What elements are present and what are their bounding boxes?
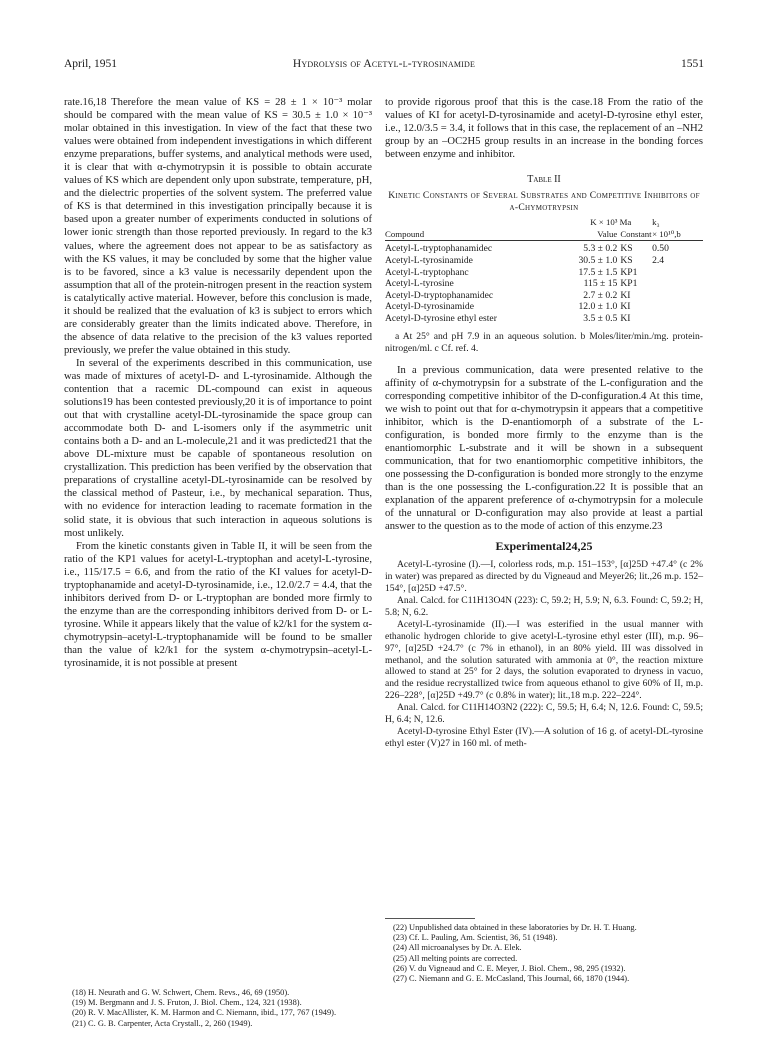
body-paragraph: rate.16,18 Therefore the mean value of KS = 28 ± 1 × 10⁻³ molar should be compared with the mean value of KS = 30.5 ± 1.0 × 10⁻³ molar obtained in this investigation. In view of the fact that these two values were obtained from independent investigations in which different enzyme preparations, buffer systems, and analytical methods were used, it is clear that with α-chymotrypsin it is possible to obtain accurate values of KS which are dependent only upon substrate, temperature, pH, and the dielectric properties of the solvent system. The preferred value of KS is that determined in this investigation principally because it is based upon a greater number of experiments conducted in solutions of lower ionic strength than those reported previously. In regard to the k3 values, where the agreement does not appear to be as satisfactory as with the KS values, it may be concluded by some that the higher value is to be favored, since a k3 value is necessarily dependent upon the assumption that all of the protein-nitrogen present in the reaction system is catalytically active material. However, before this conclusion is made, it should be realized that the evaluation of k3 is subject to errors which are considerably greater than the limits indicated above. Therefore, in the absence of data relative to the precision of the k3 values reported previously, we prefer the value obtained in this study. xyxy=(64,97,372,356)
body-paragraph: From the kinetic constants given in Table II, it will be seen from the ratio of the KP1 values for acetyl-L-tryptophan and acetyl-L-tyrosine, i.e., 115/17.5 = 6.6, and from the ratio of the KI values for acetyl-D-tryptophanamide and acetyl-D-tyrosinamide, i.e., 12.0/2.7 = 4.4, that the inhibitors derived from D- or L-tryptophan are bonded more firmly to the enzyme than are the corresponding inhibitors derived from D- or L-tyrosine. While it appears likely that the value of k2/k1 for the system α-chymotrypsin–acetyl-L-tryptophanamide will be found to be smaller than the value of k2/k1 for the system α-chymotrypsin–acetyl-L-tyrosinamide, it is not possible at present xyxy=(64,540,372,670)
footnote: (18) H. Neurath and G. W. Schwert, Chem. Revs., 46, 69 (1950). xyxy=(72,988,290,997)
table-row xyxy=(385,243,703,255)
footnote: (26) V. du Vigneaud and C. E. Meyer, J. Biol. Chem., 98, 295 (1932). xyxy=(393,963,626,973)
table-row xyxy=(385,301,703,313)
experimental-heading: Experimental24,25 xyxy=(495,539,593,554)
footnote-rule xyxy=(385,918,475,919)
footnote: (21) C. G. B. Carpenter, Acta Crystall., 2, 260 (1949). xyxy=(72,1018,253,1028)
table-header-cell: k₃ xyxy=(652,217,660,228)
table-cell: Acetyl-L-tyrosine xyxy=(385,278,454,290)
table-cell: 2.7 ± 0.2 xyxy=(583,289,618,301)
footnote: (27) C. Niemann and G. E. McCasland, This Journal, 66, 1870 (1944). xyxy=(393,974,630,984)
table-header-cell: Value xyxy=(597,228,618,239)
table-cell: 115 ± 15 xyxy=(583,278,618,290)
right-footnotes xyxy=(385,912,703,984)
table-cell: 5.3 ± 0.2 xyxy=(583,243,618,255)
body-paragraph: In a previous communication, data were presented relative to the affinity of α-chymotrypsin for a substrate of the L-configuration and the corresponding competitive inhibitor of the D-configuration.4 At this time, we wish to point out that for α-chymotrypsin it appears that a competitive inhibitor, which is the D-enantiomorph of a substrate of the L-configuration, is bonded more firmly to the enzyme than is the enantiomorphic L-substrate and it will be shown in a subsequent communication, that for two enantiomorphic competitive inhibitors, the one possessing the D-configuration is bonded more strongly to the enzyme than is the one possessing the L-configuration.22 It is possible that an explanation of the apparent preference of α-chymotrypsin for a molecule of the unnatural or D-configuration may also provide at least a partial answer to the question as to the mode of action of this enzyme.23 xyxy=(385,364,703,533)
table-cell: 0.50 xyxy=(652,243,669,255)
footnote: (22) Unpublished data obtained in these laboratories by Dr. H. T. Huang. xyxy=(393,923,637,932)
table-cell xyxy=(652,278,703,290)
experimental-paragraph: Acetyl-L-tyrosinamide (II).—I was esterified in the usual manner with ethanolic hydrogen chloride to give acetyl-L-tyrosine ethyl ester (III), m.p. 96–97°, [α]25D +24.7° (c 7% in ethanol), in an 80% yield. III was dissolved in methanol, and the solution saturated with ammonia at 0°, the reaction mixture allowed to stand at 25° for 2 days, the solution evaporated to dryness in vacuo, and the residue recrystallized twice from aqueous ethanol to give 60% of II, m.p. 226–228°, [α]25D +49.7° (c 0.8% in water); lit.,18 m.p. 222–224°. xyxy=(385,618,703,702)
left-column xyxy=(64,96,372,670)
table-header-cell: Constant xyxy=(620,228,652,239)
table-cell: KS xyxy=(620,243,633,255)
table-caption: Kinetic Constants of Several Substrates and Competitive Inhibitors of α-Chymotrypsin xyxy=(388,190,700,214)
kinetic-constants-table xyxy=(385,217,703,324)
table-cell: Acetyl-L-tyrosinamide xyxy=(385,255,473,267)
table-label: Table II xyxy=(527,174,561,186)
table-header-cell xyxy=(385,217,569,229)
table-cell: KI xyxy=(620,313,631,325)
footnote: (20) R. V. MacAllister, K. M. Harmon and C. Niemann, ibid., 177, 767 (1949). xyxy=(72,1008,337,1018)
table-cell: 2.4 xyxy=(652,255,665,267)
experimental-paragraph: Anal. Calcd. for C11H14O3N2 (222): C, 59.5; H, 6.4; N, 12.6. Found: C, 59.5; H, 6.4; N, 12.6. xyxy=(385,702,703,726)
table-cell: 3.5 ± 0.5 xyxy=(583,313,618,325)
table-row xyxy=(385,267,703,279)
page-number: 1551 xyxy=(681,58,704,70)
table-cell: 12.0 ± 1.0 xyxy=(578,301,618,313)
table-cell: Acetyl-L-tryptophanc xyxy=(385,266,469,278)
table-header-cell: × 10¹⁰,b xyxy=(652,228,681,239)
table-cell xyxy=(652,290,703,302)
right-column xyxy=(385,96,703,750)
table-cell: KI xyxy=(620,301,631,313)
footnote: (24) All microanalyses by Dr. A. Elek. xyxy=(393,943,522,953)
header-title: Hydrolysis of Acetyl-l-tyrosinamide xyxy=(292,58,476,70)
table-header-cell: K × 10³ Ma xyxy=(590,217,632,228)
table-cell: KS xyxy=(620,255,633,267)
table-row xyxy=(385,278,703,290)
experimental-paragraph: Anal. Calcd. for C11H13O4N (223): C, 59.2; H, 5.9; N, 6.3. Found: C, 59.2; H, 5.8; N, 6.2. xyxy=(385,595,703,618)
table-cell: Acetyl-D-tyrosinamide xyxy=(385,301,474,313)
experimental-section xyxy=(385,559,703,750)
running-header xyxy=(64,58,704,74)
experimental-paragraph: Acetyl-D-tyrosine Ethyl Ester (IV).—A solution of 16 g. of acetyl-DL-tyrosine ethyl ester (V)27 in 160 ml. of meth- xyxy=(385,725,703,749)
table-header-row xyxy=(385,217,703,229)
table-row xyxy=(385,313,703,325)
table-footnote: a At 25° and pH 7.9 in an aqueous solution. b Moles/liter/min./mg. protein-nitrogen/ml. c Cf. ref. 4. xyxy=(385,330,703,354)
table-cell: KP1 xyxy=(620,266,638,278)
body-paragraph: to provide rigorous proof that this is the case.18 From the ratio of the values of KI for acetyl-D-tyrosinamide and acetyl-D-tyrosine ethyl ester, i.e., 12.0/3.5 = 3.4, it follows that in this case, the replacement of an –NH2 group by an –OC2H5 group results in an increase in the bonding forces between enzyme and inhibitor. xyxy=(385,97,703,161)
table-cell: Acetyl-D-tyrosine ethyl ester xyxy=(385,313,497,325)
table-row xyxy=(385,290,703,302)
table-header-cell: Compound xyxy=(385,228,425,239)
table-cell: 17.5 ± 1.5 xyxy=(578,266,618,278)
header-date: April, 1951 xyxy=(64,58,118,70)
table-cell: KP1 xyxy=(620,278,638,290)
left-footnotes xyxy=(64,988,372,1029)
table-cell xyxy=(652,301,703,313)
table-cell: 30.5 ± 1.0 xyxy=(578,255,618,267)
footnote: (25) All melting points are corrected. xyxy=(393,953,518,963)
table-cell: Acetyl-D-tryptophanamidec xyxy=(385,289,494,301)
table-header-row xyxy=(385,229,703,241)
experimental-paragraph: Acetyl-L-tyrosine (I).—I, colorless rods, m.p. 151–153°, [α]25D +47.4° (c 2% in water) was prepared as directed by du Vigneaud and Meyer26; lit.,26 m.p. 152–154°, [α]25D +47.5°. xyxy=(385,559,703,595)
table-cell: KI xyxy=(620,289,631,301)
table-cell xyxy=(652,267,703,279)
table-row xyxy=(385,255,703,267)
body-paragraph: In several of the experiments described in this communication, use was made of mixtures of acetyl-D- and L-tyrosinamide. Although the contention that a racemic DL-compound can exist in aqueous solutions19 has been contested previously,20 it is of importance to point out that with crystalline acetyl-DL-tyrosinamide the space group can accommodate both D- and L-isomers only if the asymmetric unit contains both a D- and an L-molecule,21 and it was predicted21 that the above DL-mixture must be capable of spontaneous resolution on crystallization. This prediction has been verified by the observation that preparations of crystalline acetyl-DL-tyrosinamide can be resolved by the classical method of Pasteur, i.e., by mechanical separation. Thus, with no evidence for interaction leading to racemate formation in the solid state, it is obvious that such interaction in aqueous solutions is most unlikely. xyxy=(64,357,372,539)
table-cell: Acetyl-L-tryptophanamidec xyxy=(385,243,493,255)
table-cell xyxy=(652,313,703,325)
footnote: (19) M. Bergmann and J. S. Fruton, J. Biol. Chem., 124, 321 (1938). xyxy=(72,998,302,1008)
footnote: (23) Cf. L. Pauling, Am. Scientist, 36, 51 (1948). xyxy=(393,933,558,943)
